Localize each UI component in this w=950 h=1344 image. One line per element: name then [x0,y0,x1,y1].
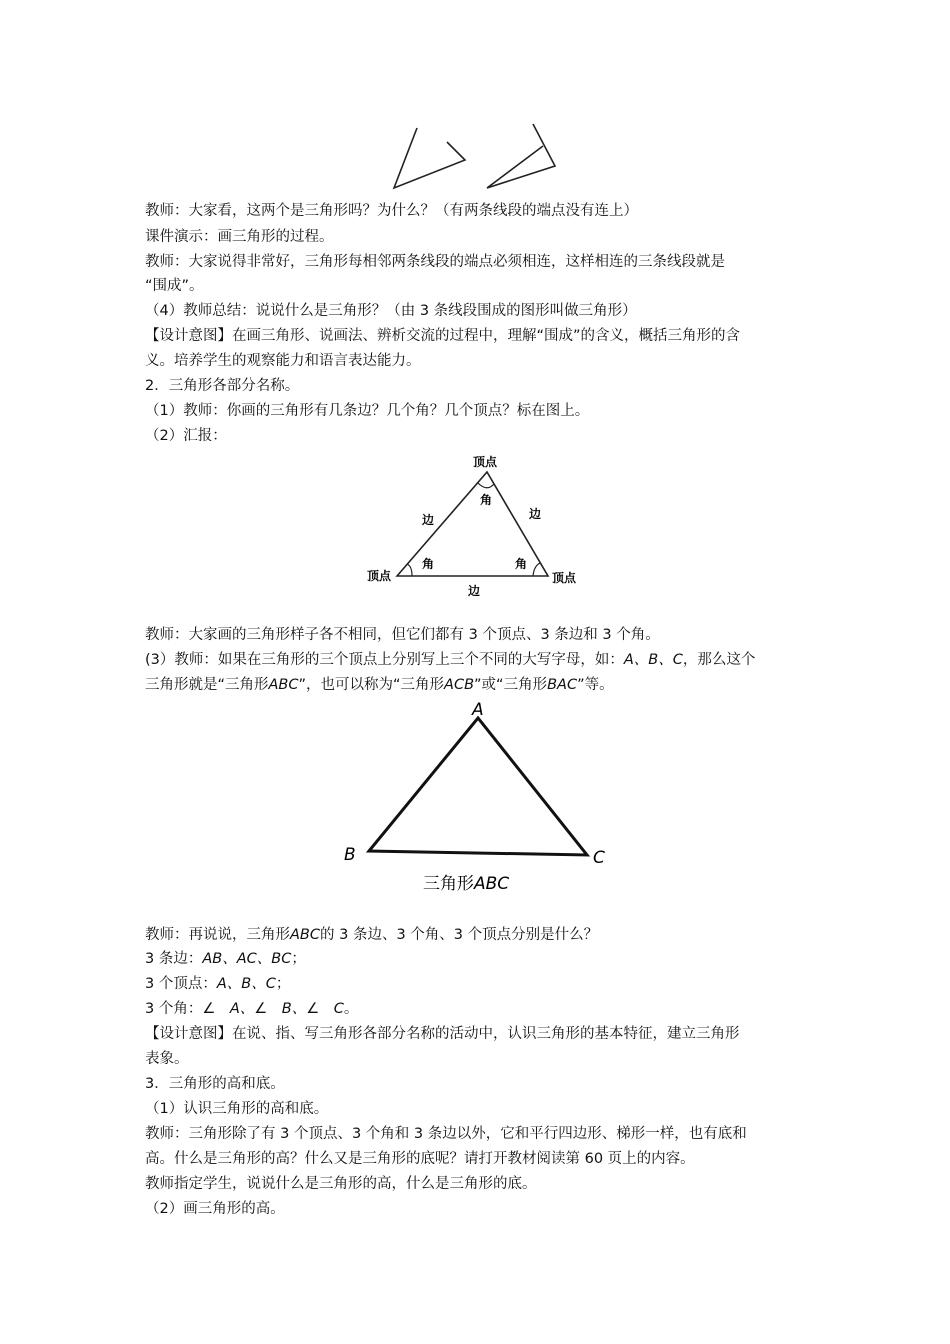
right-vertex-label: 顶点 [552,571,577,585]
text-line-9: （1）教师：你画的三角形有几条边？几个角？几个顶点？标在图上。 [145,403,590,419]
design-intent-1b: 义。培养学生的观察能力和语言表达能力。 [145,353,421,369]
text-line-2: 课件演示：画三角形的过程。 [145,229,334,245]
bottom-side-label: 边 [468,584,481,598]
triangle-abc-figure [335,698,625,898]
right-angle-arc [533,563,540,576]
sides-answer: 3 条边：AB、AC、BC； [145,951,306,967]
text-line-4: “围成”。 [145,278,204,294]
design-intent-1a: 【设计意图】在画三角形、说画法、辨析交流的过程中，理解“围成”的含义，概括三角形的含 [145,328,741,344]
text-line-21: 教师：三角形除了有 3 个顶点、3 个角和 3 条边以外，它和平行四边形、梯形一样，也有底和 [145,1126,747,1142]
open-shape-left [394,128,465,188]
right-angle-label: 角 [515,557,528,571]
section-2-heading: 2．三角形各部分名称。 [145,378,300,394]
text-line-14: 教师：再说说，三角形ABC的 3 条边、3 个角、3 个顶点分别是什么？ [145,927,599,943]
vertex-c-label: C [593,848,605,868]
text-line-23: 教师指定学生，说说什么是三角形的高，什么是三角形的底。 [145,1176,537,1192]
text-line-12: (3）教师：如果在三角形的三个顶点上分别写上三个不同的大写字母，如：A、B、C，那么这个 [145,652,756,668]
text-line-13: 三角形就是“三角形ABC”，也可以称为“三角形ACB”或“三角形BAC”等。 [145,677,614,693]
text-line-10: （2）汇报： [145,428,227,444]
triangle-abc-caption: 三角形ABC [423,874,510,894]
left-angle-label: 角 [422,557,435,571]
text-line-24: （2）画三角形的高。 [145,1201,285,1217]
apex-angle-arc [478,483,494,488]
text-line-1: 教师：大家看，这两个是三角形吗？为什么？（有两条线段的端点没有连上） [145,203,638,219]
left-vertex-label: 顶点 [367,569,392,583]
section-3-heading: 3．三角形的高和底。 [145,1076,285,1092]
abc-triangle [369,718,587,855]
vertex-b-label: B [344,845,356,865]
text-line-20: （1）认识三角形的高和底。 [145,1101,329,1117]
vertices-answer: 3 个顶点：A、B、C； [145,976,291,992]
right-side-label: 边 [529,507,542,521]
text-line-11: 教师：大家画的三角形样子各不相同，但它们都有 3 个顶点、3 条边和 3 个角。 [145,627,660,643]
text-line-22: 高。什么是三角形的高？什么又是三角形的底呢？请打开教材阅读第 60 页上的内容。 [145,1151,695,1167]
left-side-label: 边 [422,513,435,527]
design-intent-2b: 表象。 [145,1051,189,1067]
open-shape-right [487,124,555,188]
open-shapes-figure [385,118,565,193]
top-vertex-label: 顶点 [473,455,498,469]
text-line-3: 教师：大家说得非常好，三角形每相邻两条线段的端点必须相连，这样相连的三条线段就是 [145,254,725,270]
apex-angle-label: 角 [480,493,493,507]
angles-answer: 3 个角：∠ A、∠ B、∠ C。 [145,1001,359,1017]
triangle-parts-figure [360,448,600,600]
vertex-a-label: A [472,700,484,720]
design-intent-2a: 【设计意图】在说、指、写三角形各部分名称的活动中，认识三角形的基本特征，建立三角形 [145,1026,740,1042]
left-angle-arc [407,564,412,576]
text-line-5: （4）教师总结：说说什么是三角形？（由 3 条线段围成的图形叫做三角形） [145,303,637,319]
